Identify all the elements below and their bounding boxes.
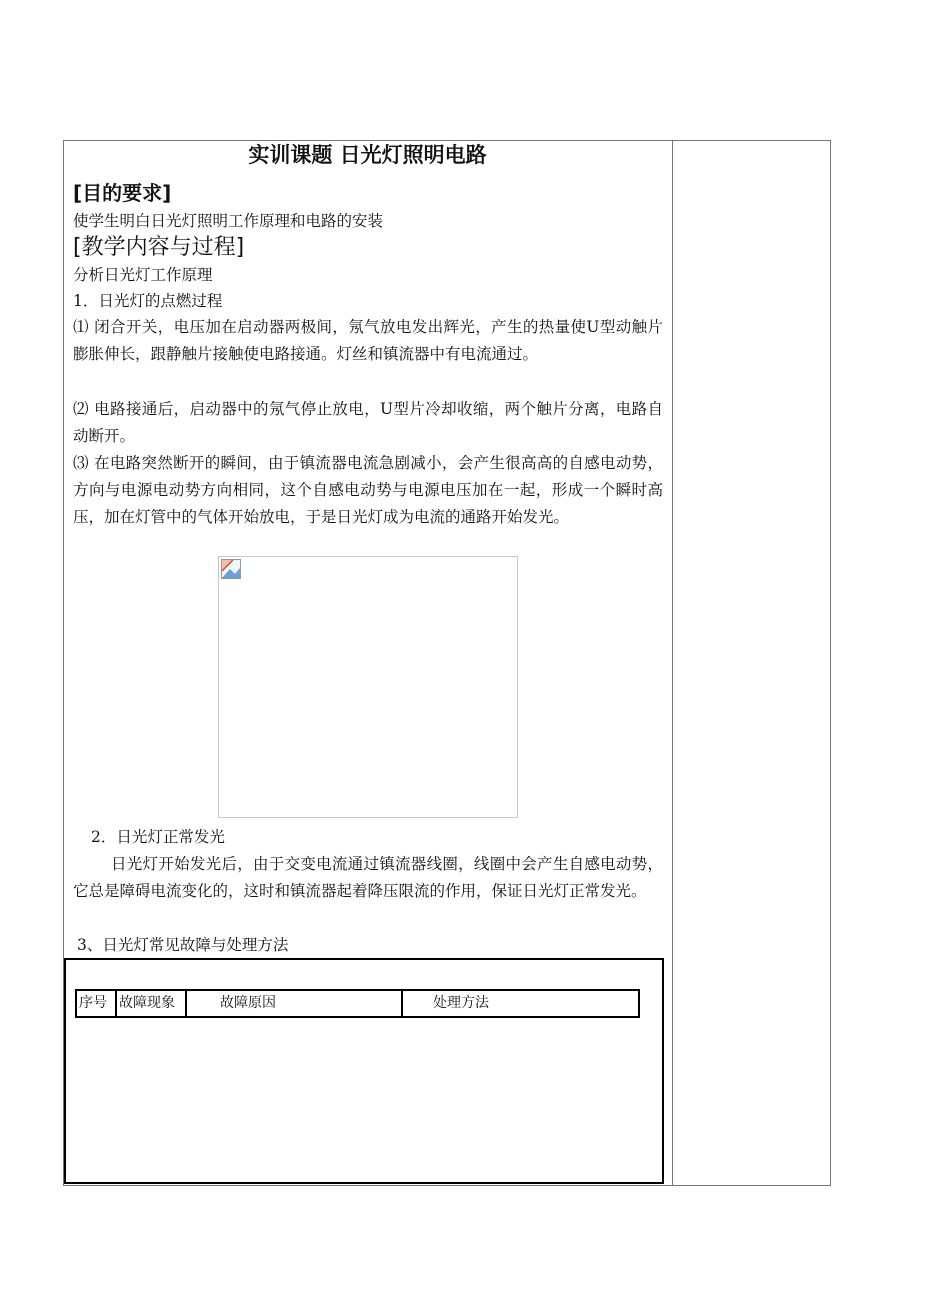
content-heading: [教学内容与过程] bbox=[73, 235, 245, 260]
header-cell-solution: 处理方法 bbox=[433, 995, 489, 1011]
intro-text: 分析日光灯工作原理 bbox=[73, 266, 213, 284]
notes-column-divider bbox=[672, 140, 673, 1186]
step2-heading: 2．日光灯正常发光 bbox=[91, 828, 225, 846]
header-cell-symptom: 故障现象 bbox=[117, 991, 187, 1016]
page-title: 实训课题 日光灯照明电路 bbox=[248, 143, 487, 167]
broken-image-icon bbox=[221, 559, 241, 579]
step3-heading: 3、日光灯常见故障与处理方法 bbox=[77, 936, 289, 954]
step1-paragraph-1: ⑴ 闭合开关，电压加在启动器两极间，氖气放电发出辉光，产生的热量使U型动触片膨胀伸长，跟静触片接触使电路接通。灯丝和镇流器中有电流通过。 bbox=[73, 318, 663, 363]
header-cell-index: 序号 bbox=[77, 991, 117, 1016]
fault-table-header bbox=[75, 989, 640, 1018]
step1-paragraph-2: ⑵ 电路接通后，启动器中的氖气停止放电，U型片冷却收缩，两个触片分离，电路自动断开。 bbox=[73, 400, 663, 445]
step1-heading: 1．日光灯的点燃过程 bbox=[73, 292, 223, 310]
step1-paragraph-3: ⑶ 在电路突然断开的瞬间，由于镇流器电流急剧减小，会产生很高高的自感电动势，方向与电源电动势方向相同，这个自感电动势与电源电压加在一起，形成一个瞬时高压，加在灯管中的气体开始放电，于是日光灯成为电流的通路开始发光。 bbox=[73, 454, 663, 526]
header-cell-cause: 故障原因 bbox=[187, 991, 403, 1016]
goal-text: 使学生明白日光灯照明工作原理和电路的安装 bbox=[73, 212, 384, 230]
goal-heading: [目的要求] bbox=[73, 181, 172, 205]
step2-paragraph: 日光灯开始发光后，由于交变电流通过镇流器线圈，线圈中会产生自感电动势，它总是障碍电流变化的，这时和镇流器起着降压限流的作用，保证日光灯正常发光。 bbox=[73, 855, 663, 900]
circuit-figure bbox=[218, 556, 518, 818]
